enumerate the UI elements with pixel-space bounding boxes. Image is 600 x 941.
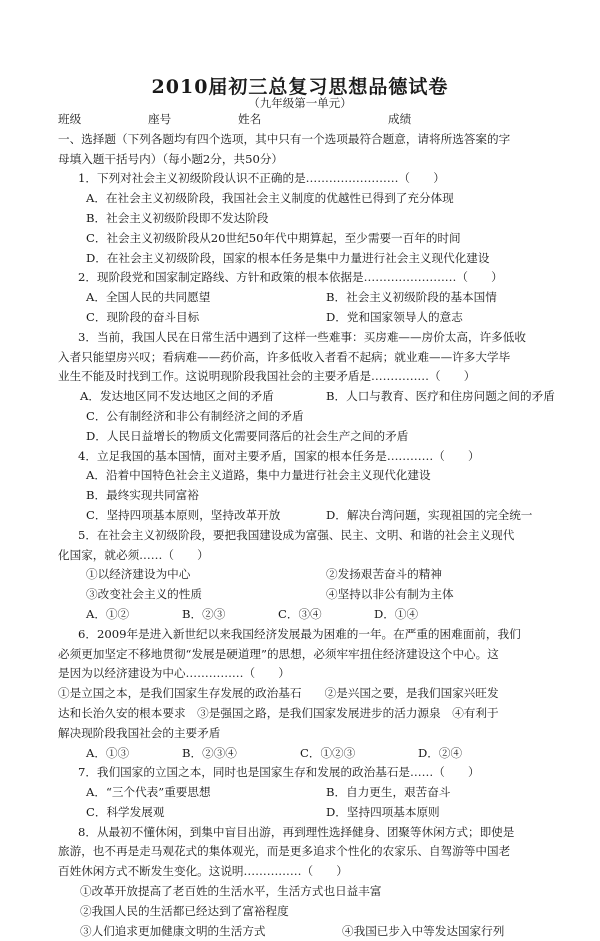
q8-items-34 (58, 922, 578, 941)
q5-option-d: D．①④ (374, 606, 419, 621)
q4-option-a: A．沿着中国特色社会主义道路，集中力量进行社会主义现代化建设 (86, 468, 431, 483)
q5-item-4: ④坚持以非公有制为主体 (326, 587, 454, 602)
q7-option-c: C．科学发展观 (86, 804, 165, 819)
q3-options-ab (58, 387, 578, 407)
q1-option-b: B．社会主义初级阶段即不发达阶段 (86, 210, 269, 225)
q4-stem: 4．立足我国的基本国情，面对主要矛盾，国家的根本任务是…………（ ） (78, 448, 480, 463)
q2-option-d: D．党和国家领导人的意志 (326, 309, 463, 324)
q5-option-b: B．②③ (182, 606, 226, 621)
section-instructions-1: 一、选择题（下列各题均有四个选项，其中只有一个选项最符合题意，请将所选答案的字 (58, 131, 511, 146)
exam-subtitle: （九年级第一单元） (248, 96, 352, 110)
q2-option-a: A．全国人民的共同愿望 (86, 290, 211, 305)
class-label: 班级 (58, 112, 82, 126)
q7-option-d: D．坚持四项基本原则 (326, 804, 440, 819)
q8-stem-3: 百姓休闲方式不断发生变化。这说明……………（ ） (58, 864, 348, 879)
q5-option-a: A．①② (86, 606, 130, 621)
q4-option-d: D．解决台湾问题，实现祖国的完全统一 (326, 507, 533, 522)
q2-stem: 2．现阶段党和国家制定路线、方针和政策的根本依据是……………………（ ） (78, 270, 503, 285)
q1-option-a: A．在社会主义初级阶段，我国社会主义制度的优越性已得到了充分体现 (86, 191, 454, 206)
q2-options-cd (58, 308, 578, 328)
q2-option-c: C．现阶段的奋斗目标 (86, 309, 200, 324)
q6-stem-4: ①是立国之本，是我们国家生存发展的政治基石 ②是兴国之要，是我们国家兴旺发 (58, 686, 499, 701)
q6-option-a: A．①③ (86, 745, 130, 760)
q7-stem: 7．我们国家的立国之本，同时也是国家生存和发展的政治基石是……（ ） (78, 765, 480, 780)
q6-option-d: D．②④ (418, 745, 463, 760)
q2-option-b: B．社会主义初级阶段的基本国情 (326, 290, 497, 305)
q7-options-cd (58, 803, 578, 823)
q3-stem-1: 3．当前，我国人民在日常生活中遇到了这样一些难事：买房难——房价太高，许多低收 (78, 329, 526, 344)
q6-stem-2: 必须更加坚定不移地贯彻“发展是硬道理”的思想，必须牢牢扭住经济建设这个中心。这 (58, 646, 499, 661)
q3-stem-2: 入者只能望房兴叹；看病难——药价高，许多低收入者看不起病；就业难——许多大学毕 (58, 349, 511, 364)
q8-item-1: ①改革开放提高了老百姓的生活水平，生活方式也日益丰富 (80, 884, 382, 899)
q8-stem-1: 8．从最初不懂休闲，到集中盲目出游，再到理性选择健身、团聚等休闲方式；即使是 (78, 824, 515, 839)
q1-stem: 1．下列对社会主义初级阶段认识不正确的是……………………（ ） (78, 171, 445, 186)
name-label: 姓名 (238, 112, 262, 126)
q8-item-3: ③人们追求更加健康文明的生活方式 (80, 923, 266, 938)
q5-item-2: ②发扬艰苦奋斗的精神 (326, 567, 442, 582)
q6-stem-5: 达和长治久安的根本要求 ③是强国之路，是我们国家发展进步的活力源泉 ④有利于 (58, 705, 499, 720)
q5-items-12 (58, 565, 578, 585)
q3-option-c: C．公有制经济和非公有制经济之间的矛盾 (86, 408, 304, 423)
q7-option-a: A．“三个代表”重要思想 (86, 785, 211, 800)
exam-body (58, 110, 578, 941)
q5-stem-2: 化国家，就必须……（ ） (58, 547, 209, 562)
q8-item-2: ②我国人民的生活都已经达到了富裕程度 (80, 903, 289, 918)
q5-item-1: ①以经济建设为中心 (86, 567, 191, 582)
q3-option-a: A．发达地区同不发达地区之间的矛盾 (80, 389, 274, 404)
q7-option-b: B．自力更生，艰苦奋斗 (326, 785, 451, 800)
q3-option-b: B．人口与教育、医疗和住房问题之间的矛盾 (326, 389, 555, 404)
q5-items-34 (58, 585, 578, 605)
score-label: 成绩 (388, 112, 412, 126)
q1-option-c: C．社会主义初级阶段从20世纪50年代中期算起，至少需要一百年的时间 (86, 230, 461, 245)
exam-title: 2010届初三总复习思想品德试卷 (151, 76, 449, 98)
q2-options-ab (58, 288, 578, 308)
q7-options-ab (58, 783, 578, 803)
q3-option-d: D．人民日益增长的物质文化需要同落后的社会生产之间的矛盾 (86, 428, 409, 443)
q5-options (58, 605, 578, 625)
q6-options (58, 744, 578, 764)
q6-stem-1: 6．2009年是进入新世纪以来我国经济发展最为困难的一年。在严重的困难面前，我们 (78, 626, 521, 641)
q5-item-3: ③改变社会主义的性质 (86, 587, 202, 602)
q6-option-b: B．②③④ (182, 745, 237, 760)
q8-item-4: ④我国已步入中等发达国家行列 (342, 923, 505, 938)
q3-stem-3: 业生不能及时找到工作。这说明现阶段我国社会的主要矛盾是……………（ ） (58, 369, 476, 384)
q6-option-c: C．①②③ (300, 745, 356, 760)
q1-option-d: D．在社会主义初级阶段，国家的根本任务是集中力量进行社会主义现代化建设 (86, 250, 490, 265)
student-info-row (58, 110, 578, 130)
q4-option-c: C．坚持四项基本原则，坚持改革开放 (86, 507, 281, 522)
q6-stem-3: 是因为以经济建设为中心……………（ ） (58, 666, 290, 681)
q5-option-c: C．③④ (278, 606, 322, 621)
q5-stem-1: 5．在社会主义初级阶段，要把我国建设成为富强、民主、文明、和谐的社会主义现代 (78, 527, 515, 542)
q4-options-cd (58, 506, 578, 526)
q6-stem-6: 解决现阶段我国社会的主要矛盾 (58, 725, 221, 740)
seat-label: 座号 (148, 112, 172, 126)
q8-stem-2: 旅游，也不再是走马观花式的集体观光，而是更多追求个性化的农家乐、自驾游等中国老 (58, 844, 511, 859)
section-instructions-2: 母填入题干括号内）（每小题2分，共50分） (58, 151, 284, 166)
q4-option-b: B．最终实现共同富裕 (86, 488, 199, 503)
